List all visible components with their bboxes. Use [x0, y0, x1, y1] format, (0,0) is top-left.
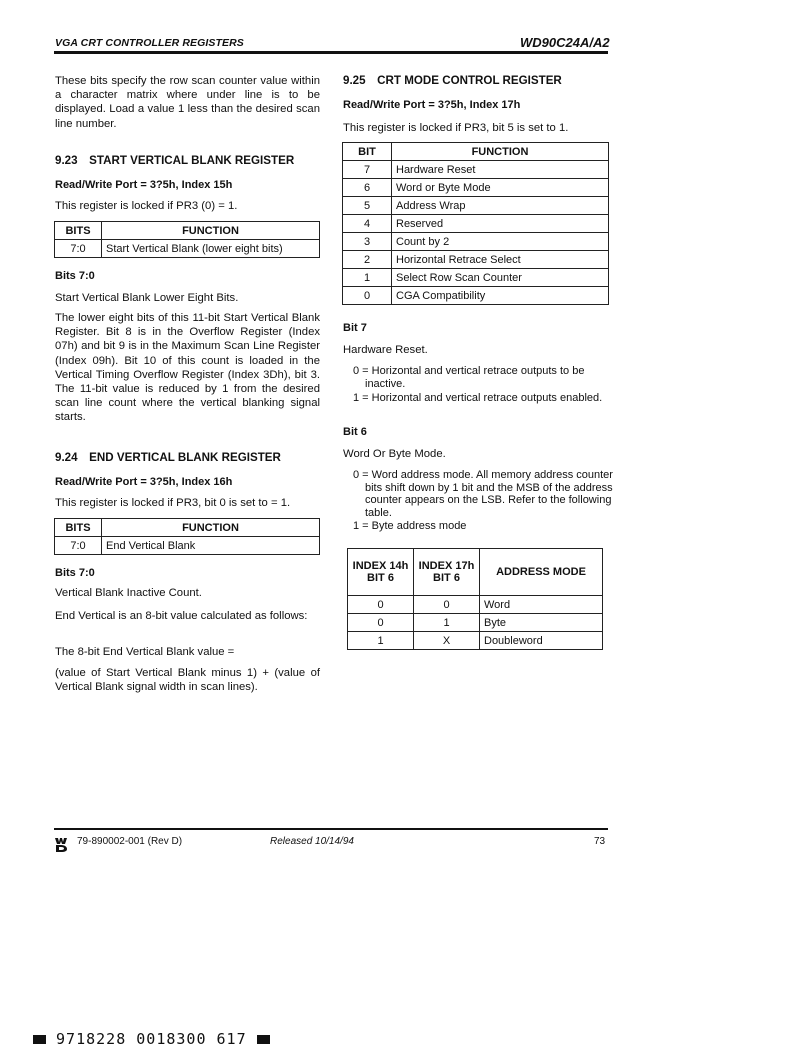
cell-index14h: 0: [348, 596, 414, 614]
table-header-index17h: INDEX 17h BIT 6: [414, 549, 480, 596]
start-vblank-table: [54, 221, 320, 258]
footer-release: Released 10/14/94: [270, 836, 354, 847]
cell-bit: 7: [343, 161, 392, 179]
marker-right-icon: [257, 1035, 270, 1044]
bit7-item-1: 1 = Horizontal and vertical retrace outputs enabled.: [353, 392, 603, 404]
section-9-23-bits-head: Bits 7:0: [55, 270, 95, 282]
section-9-24-p3: The 8-bit End Vertical Blank value =: [55, 646, 235, 658]
cell-function: Address Wrap: [392, 197, 609, 215]
table-row: [343, 269, 609, 287]
table-row: [343, 161, 609, 179]
cell-function: Start Vertical Blank (lower eight bits): [102, 240, 320, 258]
table-row: [55, 537, 320, 555]
wd-logo-icon: [55, 836, 69, 857]
cell-function: Horizontal Retrace Select: [392, 251, 609, 269]
table-row: [343, 197, 609, 215]
table-header-bits: BITS: [55, 222, 102, 240]
cell-bit: 6: [343, 179, 392, 197]
bit6-item-0: 0 = Word address mode. All memory address counter bits shift down by 1 bit and the MSB of the address counter appears on the LSB. Refer to the following table.: [353, 469, 613, 519]
cell-bit: 4: [343, 215, 392, 233]
cell-index14h: 1: [348, 632, 414, 650]
cell-index17h: X: [414, 632, 480, 650]
table-row: [348, 614, 603, 632]
section-9-24-p4: (value of Start Vertical Blank minus 1) + (value of Vertical Blank signal width in scan lines).: [55, 667, 320, 694]
cell-mode: Word: [480, 596, 603, 614]
cell-function: Word or Byte Mode: [392, 179, 609, 197]
table-row: [343, 215, 609, 233]
intro-paragraph: These bits specify the row scan counter value within a character matrix where under line is to be displayed. Load a value 1 less than the desired scan line number.: [55, 75, 320, 130]
bit6-head: Bit 6: [343, 426, 367, 438]
section-9-25-title: 9.25 CRT MODE CONTROL REGISTER: [343, 74, 562, 87]
table-row: [348, 632, 603, 650]
cell-index14h: 0: [348, 614, 414, 632]
section-9-24-p2: End Vertical is an 8-bit value calculated as follows:: [55, 610, 308, 622]
table-header-bits: BITS: [55, 519, 102, 537]
bit6-item-1: 1 = Byte address mode: [353, 520, 467, 532]
table-row: [343, 251, 609, 269]
cell-function: Hardware Reset: [392, 161, 609, 179]
barcode-text: 9718228 0018300 617: [56, 1030, 247, 1048]
table-header-function: FUNCTION: [102, 222, 320, 240]
cell-function: Count by 2: [392, 233, 609, 251]
header-rule: [54, 51, 608, 54]
crt-mode-table: [342, 142, 609, 305]
footer-doc-number: 79-890002-001 (Rev D): [77, 836, 183, 847]
section-9-23-p1: Start Vertical Blank Lower Eight Bits.: [55, 292, 239, 304]
cell-bit: 1: [343, 269, 392, 287]
cell-bit: 0: [343, 287, 392, 305]
cell-function: Reserved: [392, 215, 609, 233]
cell-bits: 7:0: [55, 537, 102, 555]
cell-function: CGA Compatibility: [392, 287, 609, 305]
table-row: [343, 179, 609, 197]
section-9-25-port: Read/Write Port = 3?5h, Index 17h: [343, 99, 521, 111]
table-header-function: FUNCTION: [392, 143, 609, 161]
bit6-desc: Word Or Byte Mode.: [343, 448, 446, 460]
end-vblank-table: [54, 518, 320, 555]
running-header-left: VGA CRT CONTROLLER REGISTERS: [55, 37, 244, 49]
cell-function: Select Row Scan Counter: [392, 269, 609, 287]
bit7-desc: Hardware Reset.: [343, 344, 428, 356]
cell-bits: 7:0: [55, 240, 102, 258]
cell-mode: Byte: [480, 614, 603, 632]
table-row: [343, 287, 609, 305]
table-row: [343, 233, 609, 251]
running-header-right: WD90C24A/A2: [520, 35, 610, 50]
table-row: [348, 596, 603, 614]
cell-bit: 5: [343, 197, 392, 215]
cell-bit: 2: [343, 251, 392, 269]
bit7-head: Bit 7: [343, 322, 367, 334]
table-header-index14h: INDEX 14h BIT 6: [348, 549, 414, 596]
footer-rule: [54, 828, 608, 830]
scan-barcode-line: [33, 1030, 270, 1048]
cell-mode: Doubleword: [480, 632, 603, 650]
section-9-23-p2: The lower eight bits of this 11-bit Start Vertical Blank Register. Bit 8 is in the Overflow Register (Index 07h) and bit 9 is in the Maximum Scan Line Register (Index 09h). Bit 10 of this count is loaded in the Vertical Timing Overflow Register (Index 3Dh), bit 3. The 11-bit value is reduced by 1 from the desired scan line count where the vertical blanking signal starts.: [55, 312, 320, 424]
cell-function: End Vertical Blank: [102, 537, 320, 555]
section-9-24-lock: This register is locked if PR3, bit 0 is set to = 1.: [55, 497, 291, 509]
section-9-24-title: 9.24 END VERTICAL BLANK REGISTER: [55, 451, 281, 464]
table-header-address-mode: ADDRESS MODE: [480, 549, 603, 596]
cell-index17h: 1: [414, 614, 480, 632]
section-9-24-p1: Vertical Blank Inactive Count.: [55, 587, 202, 599]
table-row: [55, 240, 320, 258]
address-mode-table: [347, 548, 603, 650]
section-9-23-port: Read/Write Port = 3?5h, Index 15h: [55, 179, 233, 191]
section-9-24-bits-head: Bits 7:0: [55, 567, 95, 579]
bit7-item-0: 0 = Horizontal and vertical retrace outputs to be inactive.: [353, 365, 585, 390]
section-9-23-lock: This register is locked if PR3 (0) = 1.: [55, 200, 238, 212]
cell-index17h: 0: [414, 596, 480, 614]
table-header-bit: BIT: [343, 143, 392, 161]
section-9-24-port: Read/Write Port = 3?5h, Index 16h: [55, 476, 233, 488]
table-header-function: FUNCTION: [102, 519, 320, 537]
section-9-23-title: 9.23 START VERTICAL BLANK REGISTER: [55, 154, 295, 167]
footer-page-number: 73: [594, 836, 606, 847]
cell-bit: 3: [343, 233, 392, 251]
section-9-25-lock: This register is locked if PR3, bit 5 is set to 1.: [343, 122, 569, 134]
marker-left-icon: [33, 1035, 46, 1044]
